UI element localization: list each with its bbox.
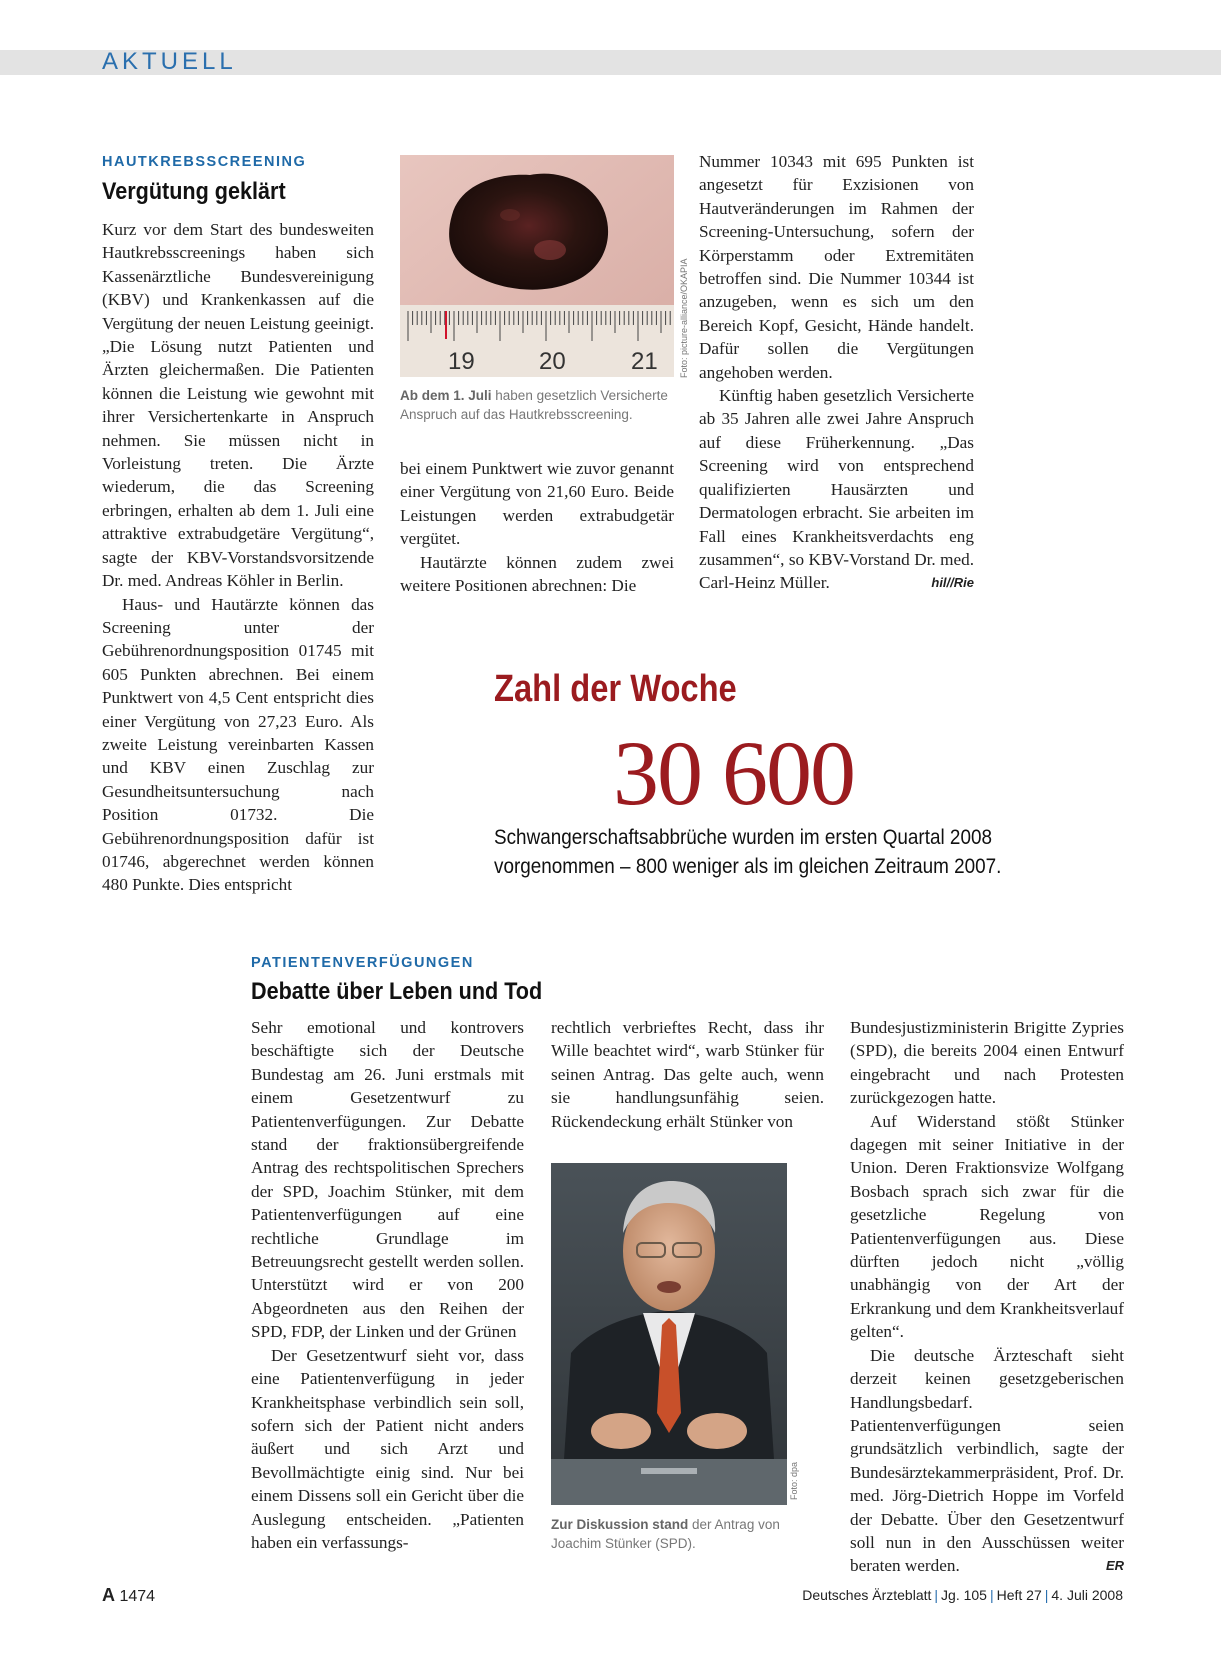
paragraph: Haus- und Hautärzte können das Screening unter der Gebührenordnungsposition 01745 mit 605 Punkten abrechnen. Bei einem Punktwert von 4,5 Cent entspricht dies einer Vergütung von 27,23 Euro. Als zweite Leistung vereinbarten Kassen und KBV einen Zuschlag zur Gesundheitsuntersuchung nach Position 01732. Die Gebührenordnungsposition dafür ist 01746, abgerechnet werden können 480 Punkte. Dies entspricht (102, 594, 374, 895)
journal-name: Deutsches Ärzteblatt (802, 1587, 932, 1603)
article2-column-3 (850, 1016, 1124, 1578)
ruler-label: 21 (631, 348, 658, 375)
speaker-photo (551, 1163, 787, 1505)
journal-volume: Jg. 105 (941, 1587, 987, 1603)
caption-lead: Ab dem 1. Juli (400, 388, 492, 403)
photo-caption (551, 1515, 791, 1553)
caption-text: der Antrag von Joachim Stünker (SPD). (551, 1517, 780, 1551)
photo-caption (400, 386, 672, 424)
article2-headline: Debatte über Leben und Tod (251, 978, 543, 1005)
caption-text: haben gesetzlich Versicherte Anspruch auf das Hautkrebsscreening. (400, 388, 668, 422)
paragraph: rechtlich verbrieftes Recht, dass ihr Wille beachtet wird“, warb Stünker für seinen Antrag. Das gelte auch, wenn sie handlungsunfähig seien. Rückendeckung erhält Stünker von (551, 1018, 824, 1131)
paragraph: Hautärzte können zudem zwei weitere Positionen abrechnen: Die (400, 552, 674, 596)
paragraph: Auf Widerstand stößt Stünker dagegen mit seiner Initiative in der Union. Deren Fraktionsvize Wolfgang Bosbach sprach sich zwar für die gesetzliche Regelung von Patientenverfügungen aus. Diese dürften jedoch nicht „völlig unabhängig von der Art der Erkrankung und dem Krankheitsverlauf gelten“. (850, 1111, 1124, 1342)
ruler-label: 19 (448, 348, 475, 375)
article1-headline: Vergütung geklärt (102, 178, 286, 205)
article1-column-3 (699, 150, 974, 595)
paragraph: Künftig haben gesetzlich Versicherte ab 35 Jahren alle zwei Jahre Anspruch auf diese Früherkennung. „Das Screening wird von entsprechend qualifizierten Hausärzten und Dermatologen erbracht. Sie arbeiten im Fall eines Krankheitsverdachts eng zusammen“, so KBV-Vorstand Dr. med. Carl-Heinz Müller. hil//Rie (699, 384, 974, 595)
author-signature: ER (1105, 1558, 1124, 1574)
paragraph: Sehr emotional und kontrovers beschäftigte sich der Deutsche Bundestag am 26. Juni erstmals mit einem Gesetzentwurf zu Patientenverfügungen. Zur Debatte stand der fraktionsübergreifende Antrag des rechtspolitischen Sprechers der SPD, Joachim Stünker, mit dem Patientenverfügungen auf eine rechtliche Grundlage im Betreuungsrecht gestellt werden sollen. Unterstützt wird er von 200 Abgeordneten aus den Reihen der SPD, FDP, der Linken und der Grünen (251, 1018, 524, 1342)
paragraph: Der Gesetzentwurf sieht vor, dass eine Patientenverfügung in jeder Krankheitsphase verbindlich sein soll, sofern sich der Patient nicht anders äußert und sich Arzt und Bevollmächtigte einig sind. Nur bei einem Dissens soll ein Gericht über die Auslegung entscheiden. „Patienten haben ein verfassungs- (251, 1345, 524, 1552)
paragraph: bei einem Punktwert wie zuvor genannt einer Vergütung von 21,60 Euro. Beide Leistungen werden extrabudgetär vergütet. (400, 459, 674, 549)
journal-footer: Deutsches Ärzteblatt | Jg. 105 | Heft 27 | 4. Juli 2008 (802, 1587, 1123, 1603)
photo-credit: Foto: dpa (789, 1461, 799, 1500)
article1-column-1 (102, 218, 374, 897)
paragraph: Nummer 10343 mit 695 Punkten ist angesetzt für Exzisionen von Hautveränderungen im Rahmen der Screening-Untersuchung, sofern der Körperstamm oder Extremitäten betroffen sind. Die Nummer 10344 ist anzugeben, wenn es sich um den Bereich Kopf, Gesicht, Hände handelt. Dafür sollen die Vergütungen angehoben werden. (699, 152, 974, 382)
article2-column-2 (551, 1016, 824, 1133)
ruler-label: 20 (539, 348, 566, 375)
zahl-title: Zahl der Woche (494, 668, 737, 710)
journal-issue: Heft 27 (996, 1587, 1042, 1603)
article1-kicker: HAUTKREBSSCREENING (102, 154, 307, 170)
zahl-description-line2: vorgenommen – 800 weniger als im gleichen Zeitraum 2007. (494, 855, 1002, 878)
article2-column-1 (251, 1016, 524, 1554)
caption-lead: Zur Diskussion stand (551, 1517, 689, 1532)
article1-column-2 (400, 457, 674, 597)
page-number: A 1474 (102, 1585, 156, 1605)
photo-credit: Foto: picture-alliance/OKAPIA (679, 258, 689, 378)
paragraph: Kurz vor dem Start des bundesweiten Hautkrebsscreenings haben sich Kassenärztliche Bundesvereinigung (KBV) und Krankenkassen auf die Vergütung der neuen Leistung geeinigt. „Die Lösung nutzt Patienten und Ärzten gleichermaßen. Die Patienten können die Leistung wie gewohnt mit ihrer Versichertenkarte in Anspruch nehmen. Sie müssen nicht in Vorleistung treten. Die Ärzte wiederum, die das Screening erbringen, erhalten ab dem 1. Juli eine attraktive extrabudgetäre Vergütung“, sagte der KBV-Vorstandsvorsitzende Dr. med. Andreas Köhler in Berlin. (102, 220, 374, 591)
paragraph: Die deutsche Ärzteschaft sieht derzeit keinen gesetzgeberischen Handlungsbedarf. Patientenverfügungen seien grundsätzlich verbindlich, sagte der Bundesärztekammerpräsident, Prof. Dr. med. Jörg-Dietrich Hoppe im Vorfeld der Debatte. Über den Gesetzentwurf soll nun in den Ausschüssen weiter beraten werden. ER (850, 1344, 1124, 1578)
zahl-number: 30 600 (613, 722, 854, 824)
article2-kicker: PATIENTENVERFÜGUNGEN (251, 955, 474, 971)
author-signature: hil//Rie (931, 575, 974, 591)
section-label: AKTUELL (102, 48, 237, 75)
mole-photo (400, 155, 674, 377)
paragraph: Bundesjustizministerin Brigitte Zypries (SPD), die bereits 2004 einen Entwurf eingebracht und nach Protesten zurückgezogen hatte. (850, 1018, 1124, 1108)
zahl-description-line1: Schwangerschaftsabbrüche wurden im ersten Quartal 2008 (494, 826, 992, 849)
journal-date: 4. Juli 2008 (1051, 1587, 1123, 1603)
